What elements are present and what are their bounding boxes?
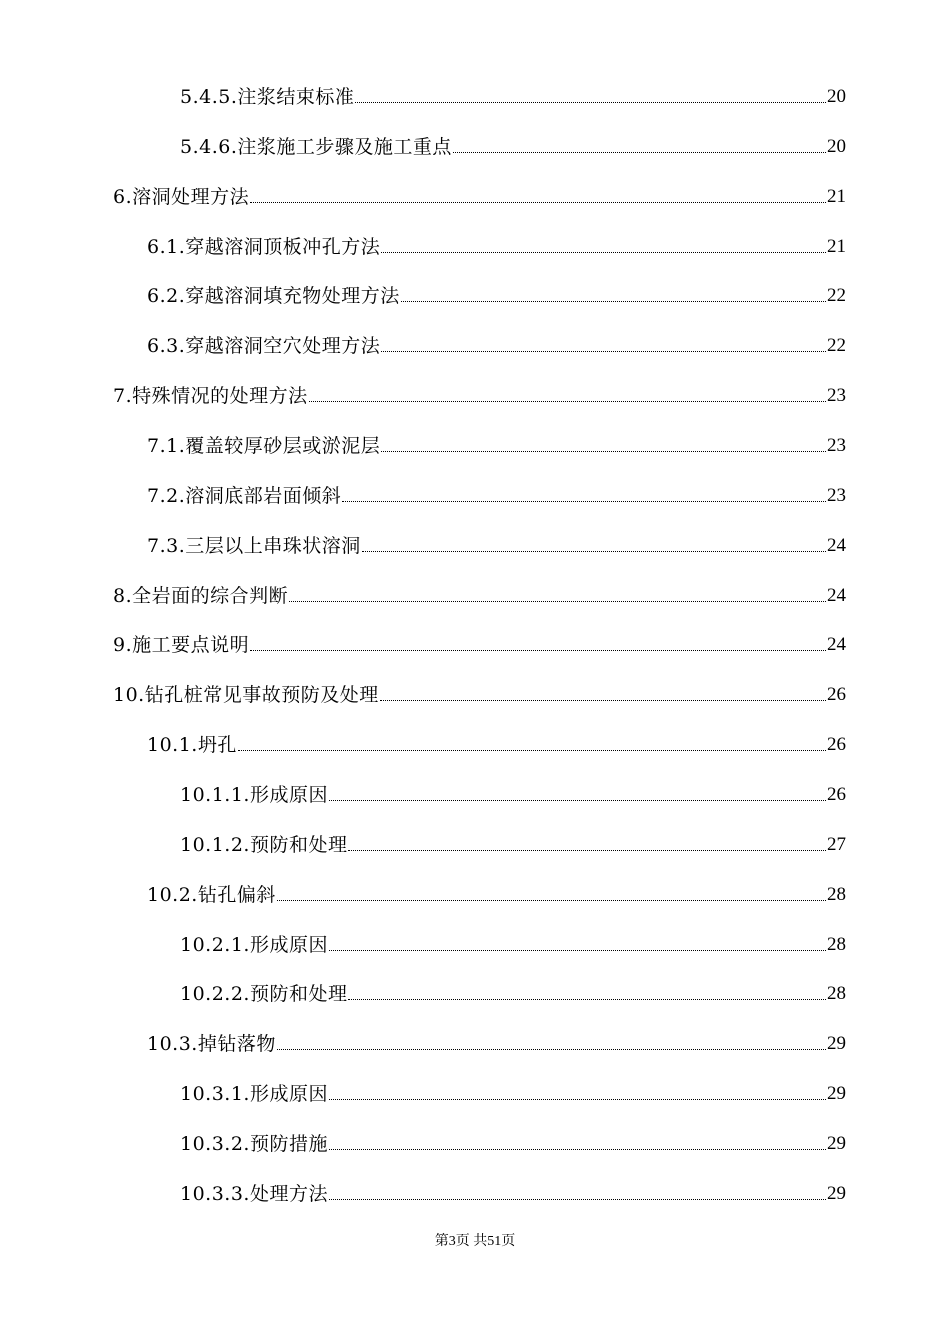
toc-entry-title: 7.特殊情况的处理方法 xyxy=(113,385,308,408)
toc-dot-leader xyxy=(329,1148,826,1150)
toc-dot-leader xyxy=(277,899,826,901)
toc-entry-page: 29 xyxy=(827,1033,846,1055)
toc-dot-leader xyxy=(329,1198,826,1200)
toc-dot-leader xyxy=(453,151,826,153)
toc-dot-leader xyxy=(250,201,826,203)
toc-entry-title: 5.4.6.注浆施工步骤及施工重点 xyxy=(180,135,452,158)
toc-entry-page: 24 xyxy=(827,534,846,556)
toc-entry-page: 27 xyxy=(827,833,846,855)
toc-entry[interactable] xyxy=(180,1125,846,1155)
toc-entry[interactable] xyxy=(147,527,846,557)
page-number-text: 第3页 共51页 xyxy=(434,1234,516,1249)
toc-entry[interactable] xyxy=(113,577,846,607)
toc-entry[interactable] xyxy=(147,327,846,357)
toc-entry-page: 26 xyxy=(827,684,846,706)
toc-entry-title: 5.4.5.注浆结束标准 xyxy=(180,86,355,108)
toc-entry[interactable] xyxy=(180,1175,846,1205)
toc-dot-leader xyxy=(381,251,826,253)
toc-dot-leader xyxy=(250,649,826,651)
toc-entry-title: 7.2.溶洞底部岩面倾斜 xyxy=(147,484,342,507)
toc-dot-leader xyxy=(329,1098,826,1100)
toc-dot-leader xyxy=(380,699,826,701)
toc-dot-leader xyxy=(238,749,826,751)
toc-entry-title: 8.全岩面的综合判断 xyxy=(113,584,289,607)
toc-entry-title: 6.溶洞处理方法 xyxy=(113,185,250,208)
toc-entry-title: 7.3.三层以上串珠状溶洞 xyxy=(147,534,361,557)
toc-entry-title: 6.2.穿越溶洞填充物处理方法 xyxy=(147,285,400,308)
toc-dot-leader xyxy=(348,998,826,1000)
toc-entry[interactable] xyxy=(113,377,846,407)
toc-dot-leader xyxy=(329,949,826,951)
toc-entry[interactable] xyxy=(180,826,846,856)
toc-entry[interactable] xyxy=(113,626,846,656)
toc-entry-page: 22 xyxy=(827,285,846,307)
toc-dot-leader xyxy=(362,550,826,552)
toc-dot-leader xyxy=(355,101,826,103)
toc-entry-title: 9.施工要点说明 xyxy=(113,634,250,657)
toc-dot-leader xyxy=(401,300,826,302)
toc-entry-page: 28 xyxy=(827,883,846,905)
toc-entry[interactable] xyxy=(180,128,846,158)
toc-entry-title: 10.1.2.预防和处理 xyxy=(180,833,348,856)
toc-dot-leader xyxy=(381,450,826,452)
toc-dot-leader xyxy=(381,350,826,352)
toc-dot-leader xyxy=(277,1048,826,1050)
toc-entry[interactable] xyxy=(180,926,846,956)
toc-entry[interactable] xyxy=(147,876,846,906)
toc-entry-page: 28 xyxy=(827,933,846,955)
toc-entry-page: 29 xyxy=(827,1133,846,1155)
toc-entry[interactable] xyxy=(147,477,846,507)
toc-dot-leader xyxy=(348,849,826,851)
toc-entry[interactable] xyxy=(180,975,846,1005)
toc-entry[interactable] xyxy=(180,78,846,108)
toc-entry[interactable] xyxy=(147,277,846,307)
toc-entry[interactable] xyxy=(113,676,846,706)
toc-entry[interactable] xyxy=(147,1025,846,1055)
toc-dot-leader xyxy=(309,400,826,402)
toc-entry-title: 7.1.覆盖较厚砂层或淤泥层 xyxy=(147,435,381,458)
toc-entry-title: 10.2.钻孔偏斜 xyxy=(147,883,276,906)
toc-entry-page: 23 xyxy=(827,435,846,457)
toc-entry-page: 24 xyxy=(827,634,846,656)
toc-dot-leader xyxy=(342,500,826,502)
toc-entry-page: 20 xyxy=(827,86,846,107)
toc-entry-page: 26 xyxy=(827,734,846,756)
toc-entry-title: 6.1.穿越溶洞顶板冲孔方法 xyxy=(147,235,381,258)
toc-dot-leader xyxy=(329,799,826,801)
toc-entry-title: 10.2.1.形成原因 xyxy=(180,933,328,956)
toc-entry-title: 10.3.3.处理方法 xyxy=(180,1182,328,1205)
toc-entry-page: 21 xyxy=(827,185,846,207)
toc-entry-title: 10.1.1.形成原因 xyxy=(180,784,328,807)
toc-entry-title: 10.2.2.预防和处理 xyxy=(180,983,348,1006)
toc-entry-page: 20 xyxy=(827,135,846,157)
toc-entry-page: 23 xyxy=(827,484,846,506)
toc-entry-title: 6.3.穿越溶洞空穴处理方法 xyxy=(147,335,381,358)
toc-entry-title: 10.3.1.形成原因 xyxy=(180,1083,328,1106)
toc-entry-title: 10.钻孔桩常见事故预防及处理 xyxy=(113,684,379,707)
toc-entry-page: 29 xyxy=(827,1083,846,1105)
toc-entry[interactable] xyxy=(147,228,846,258)
toc-entry-page: 28 xyxy=(827,983,846,1005)
toc-entry[interactable] xyxy=(113,178,846,208)
toc-entry-title: 10.3.2.预防措施 xyxy=(180,1133,328,1156)
toc-entry[interactable] xyxy=(147,427,846,457)
toc-entry-page: 24 xyxy=(827,584,846,606)
toc-entry[interactable] xyxy=(180,776,846,806)
toc-entry-title: 10.1.坍孔 xyxy=(147,734,237,757)
page-footer xyxy=(0,1233,950,1251)
toc-dot-leader xyxy=(289,600,826,602)
toc-entry-page: 23 xyxy=(827,385,846,407)
toc-entry-page: 21 xyxy=(827,235,846,257)
toc-entry[interactable] xyxy=(147,726,846,756)
toc-entry-page: 26 xyxy=(827,784,846,806)
toc-entry-page: 29 xyxy=(827,1182,846,1204)
toc-entry[interactable] xyxy=(180,1075,846,1105)
toc-entry-page: 22 xyxy=(827,335,846,357)
toc-entry-title: 10.3.掉钻落物 xyxy=(147,1033,276,1056)
